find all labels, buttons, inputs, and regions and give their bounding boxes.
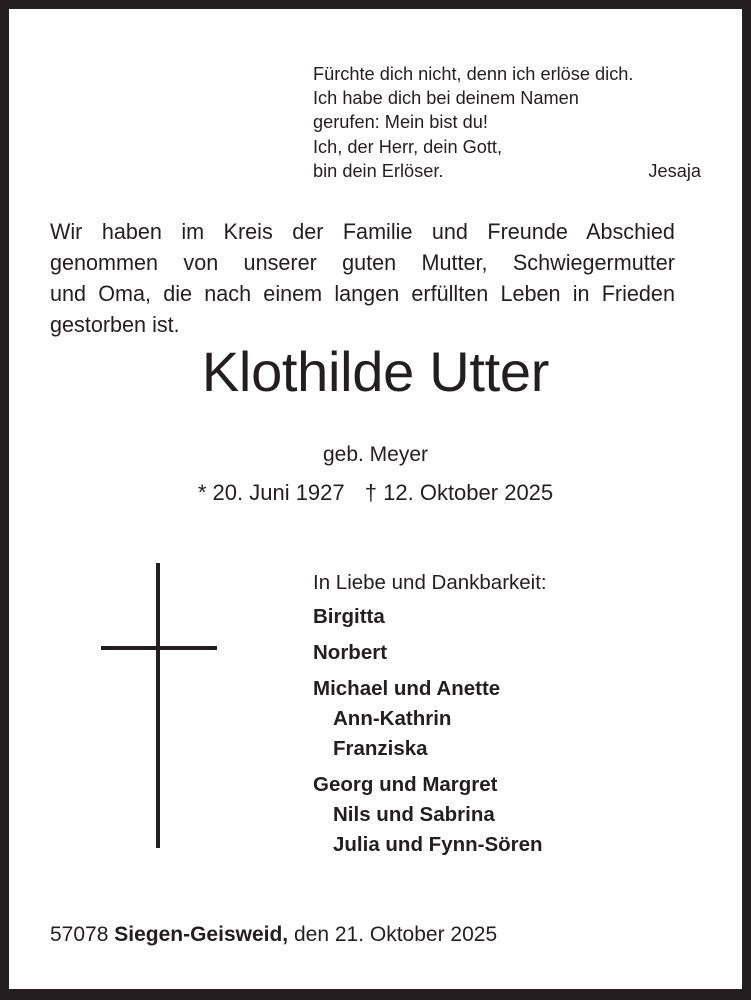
place-name: Siegen-Geisweid, [114, 923, 289, 946]
quote-source: Jesaja [648, 160, 701, 181]
cross-vertical-bar [156, 563, 160, 848]
mourners-list [313, 570, 547, 860]
quote-line: gerufen: Mein bist du! [313, 112, 488, 133]
mourner-group [313, 638, 547, 668]
mourner-name: Norbert [313, 641, 388, 664]
obituary-notice [9, 9, 742, 989]
mourner-group [313, 602, 547, 632]
birth-date: 20. Juni 1927 [212, 480, 345, 505]
birth-name: geb. Meyer [322, 443, 429, 466]
mourner-name: Birgitta [313, 605, 385, 628]
mourners-lead: In Liebe und Dankbarkeit: [313, 571, 547, 594]
cross-horizontal-bar [101, 646, 217, 650]
death-dagger-icon: † [364, 480, 378, 505]
quote-line: bin dein Erlöser. [313, 160, 444, 181]
quote-line: Ich habe dich bei deinem Namen [313, 88, 579, 109]
intro-line: Wir haben im Kreis der Familie und Freunde Abschied [50, 219, 675, 244]
quote-line: Ich, der Herr, dein Gott, [313, 136, 503, 157]
death-date: 12. Oktober 2025 [383, 480, 554, 505]
mourner-name: Franziska [333, 737, 428, 760]
intro-line: genommen von unserer guten Mutter, Schwiegermutter [50, 250, 675, 275]
postal-code: 57078 [50, 923, 109, 946]
notice-date: den 21. Oktober 2025 [293, 923, 498, 946]
birth-star-icon: * [197, 480, 207, 505]
deceased-name: Klothilde Utter [201, 340, 550, 403]
mourner-name: Ann-Kathrin [333, 707, 452, 730]
place-and-date [50, 922, 497, 948]
mourner-name: Michael und Anette [313, 677, 501, 700]
quote-last-line [313, 159, 701, 183]
quote-line: Fürchte dich nicht, denn ich erlöse dich. [313, 64, 634, 84]
intro-paragraph [50, 216, 675, 340]
intro-line: gestorben ist. [50, 312, 180, 337]
mourner-name: Nils und Sabrina [333, 803, 495, 826]
mourner-group [313, 674, 547, 764]
intro-line: und Oma, die nach einem langen erfüllten Leben in Frieden [50, 281, 675, 306]
mourner-name: Julia und Fynn-Sören [333, 833, 543, 856]
bible-quote [313, 62, 701, 183]
life-dates [9, 479, 742, 507]
mourner-group [313, 770, 547, 860]
mourner-name: Georg und Margret [313, 773, 498, 796]
